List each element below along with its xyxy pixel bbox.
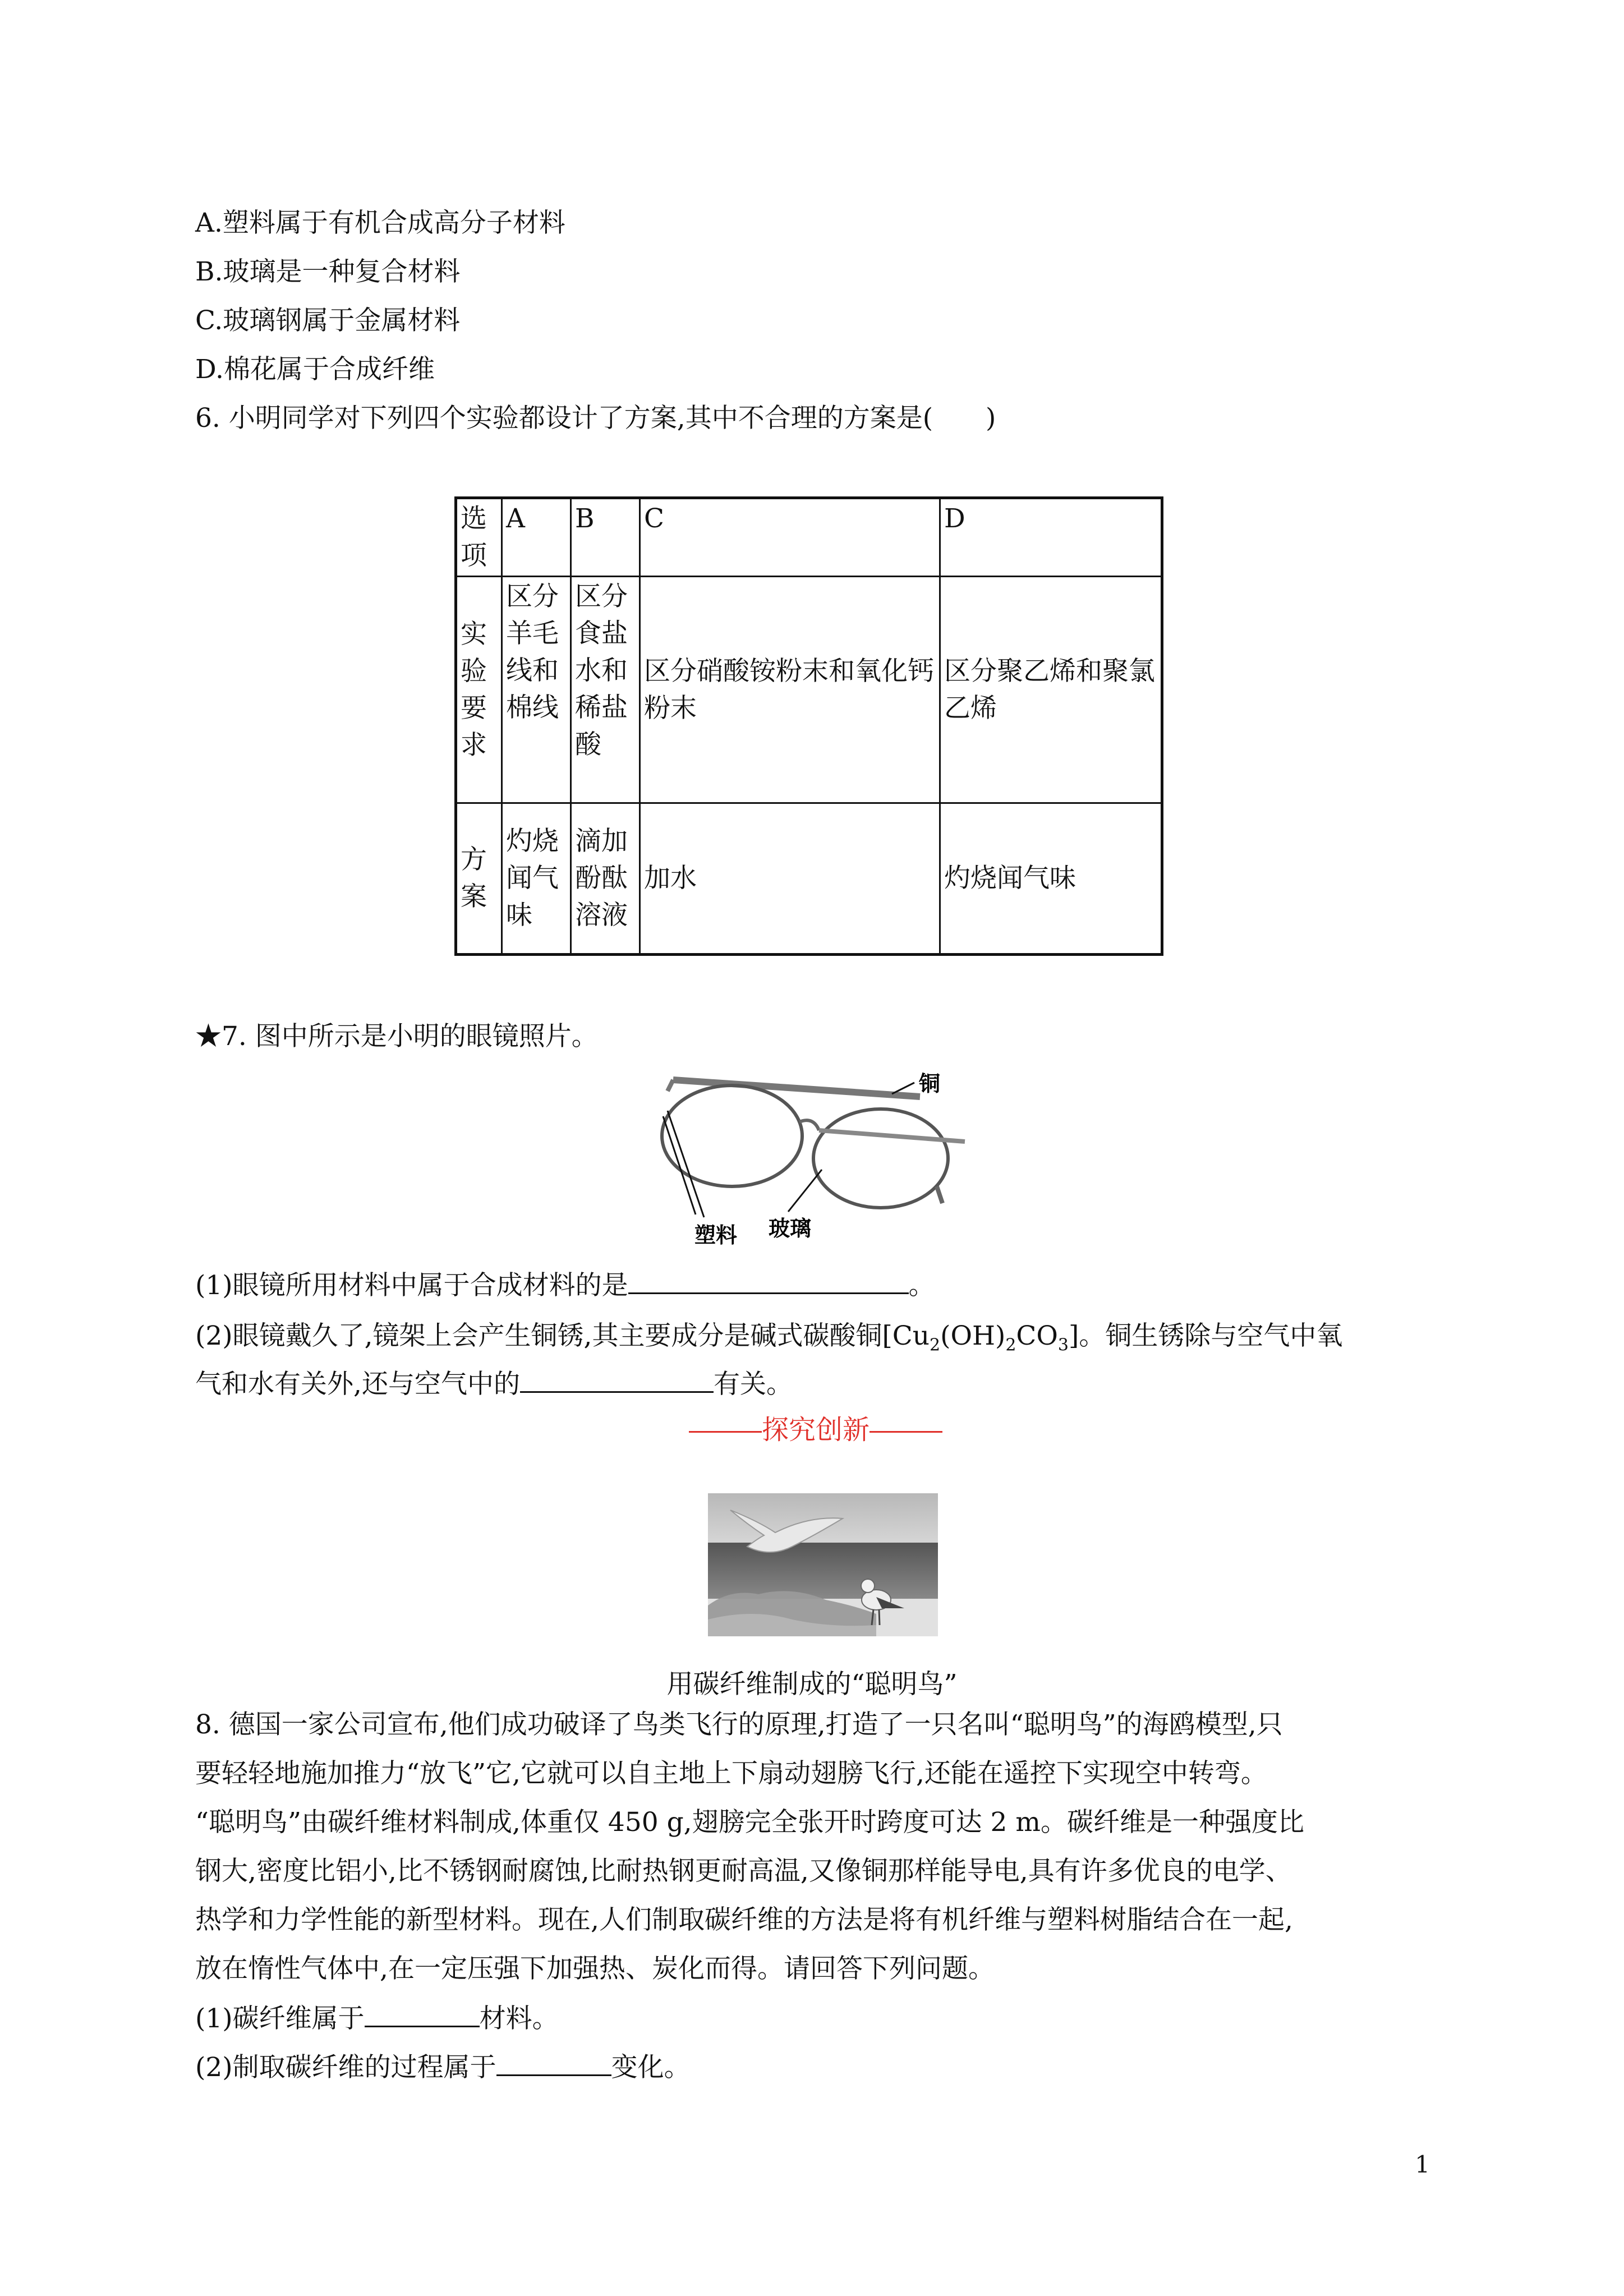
method-a: 灼烧闻气味 <box>502 803 571 955</box>
q7-stem: ★7. 图中所示是小明的眼镜照片。 <box>195 1021 598 1052</box>
q7-sub2-line2-text: 气和水有关外,还与空气中的 <box>195 1369 520 1400</box>
q7-sub2-text: (2)眼镜戴久了,镜架上会产生铜锈,其主要成分是碱式碳酸铜[Cu <box>195 1320 930 1351</box>
section-rule-left <box>689 1431 762 1433</box>
q8-sub2-text: (2)制取碳纤维的过程属于 <box>195 2052 496 2083</box>
method-b: 滴加酚酞溶液 <box>571 803 640 955</box>
method-d: 灼烧闻气味 <box>940 803 1162 955</box>
q7-formula-co: CO <box>1016 1320 1058 1351</box>
q8-sub1-text: (1)碳纤维属于 <box>195 2003 365 2034</box>
table-option-d: D <box>940 498 1162 577</box>
requirement-c: 区分硝酸铵粉末和氧化钙粉末 <box>640 577 940 803</box>
requirement-a: 区分羊毛线和棉线 <box>502 577 571 803</box>
q5-option-d: D.棉花属于合成纤维 <box>195 354 435 385</box>
method-c: 加水 <box>640 803 940 955</box>
q7-sub1-text: (1)眼镜所用材料中属于合成材料的是 <box>195 1270 628 1301</box>
q7-formula-oh: (OH) <box>940 1320 1006 1351</box>
q7-sub1-end: 。 <box>908 1270 935 1301</box>
q7-sub2-blank[interactable] <box>520 1366 714 1393</box>
q7-sub2-line2 <box>195 1366 793 1401</box>
q7-sub2-line2-end: 有关。 <box>713 1369 793 1400</box>
q5-option-c: C.玻璃钢属于金属材料 <box>195 305 461 336</box>
table-requirements-label: 实验要求 <box>456 577 502 803</box>
q5-option-b: B.玻璃是一种复合材料 <box>195 256 461 287</box>
q7-sub2-text-end: ]。铜生锈除与空气中氧 <box>1069 1320 1343 1351</box>
figure-caption: 用碳纤维制成的“聪明鸟” <box>666 1669 958 1700</box>
q6-stem: 6. 小明同学对下列四个实验都设计了方案,其中不合理的方案是( ) <box>195 403 996 434</box>
section-rule-right <box>869 1431 942 1433</box>
q6-options-table <box>454 496 1163 956</box>
table-option-c: C <box>640 498 940 577</box>
q7-sub1 <box>195 1268 935 1303</box>
q7-sub2-line1: (2)眼镜戴久了,镜架上会产生铜锈,其主要成分是碱式碳酸铜$[Cu_2(OH)_2CO_3]$。铜生锈除与空气中氧 <box>195 1320 1343 1355</box>
q8-para-line-3: “聪明鸟”由碳纤维材料制成,体重仅 450 g,翅膀完全张开时跨度可达 2 m。碳纤维是一种强度比 <box>195 1807 1304 1838</box>
label-glass: 玻璃 <box>769 1216 812 1241</box>
q8-sub1-end: 材料。 <box>479 2003 559 2034</box>
q7-sub1-blank[interactable] <box>628 1268 909 1294</box>
q8-sub2-end: 变化。 <box>611 2052 691 2083</box>
q8-para-line-4: 钢大,密度比铝小,比不锈钢耐腐蚀,比耐热钢更耐高温,又像铜那样能导电,具有许多优良的电学、 <box>195 1856 1292 1887</box>
table-option-a: A <box>502 498 571 577</box>
table-methods-label: 方案 <box>456 803 502 955</box>
section-title-text: 探究创新 <box>762 1414 870 1446</box>
glasses-figure <box>651 1069 976 1254</box>
q8-sub1-blank[interactable] <box>365 2001 480 2027</box>
q8-para-line-1: 8. 德国一家公司宣布,他们成功破译了鸟类飞行的原理,打造了一只名叫“聪明鸟”的海鸥模型,只 <box>195 1709 1283 1740</box>
section-title <box>689 1408 942 1447</box>
page-number: 1 <box>1415 2151 1430 2178</box>
q8-sub1 <box>195 2001 559 2036</box>
seagull-photo <box>708 1493 938 1636</box>
q8-sub2-blank[interactable] <box>496 2050 611 2076</box>
table-option-b: B <box>571 498 640 577</box>
q5-option-a: A.塑料属于有机合成高分子材料 <box>195 208 565 238</box>
label-plastic: 塑料 <box>694 1223 738 1248</box>
label-copper: 铜 <box>919 1071 941 1096</box>
requirement-d: 区分聚乙烯和聚氯乙烯 <box>940 577 1162 803</box>
q8-para-line-5: 热学和力学性能的新型材料。现在,人们制取碳纤维的方法是将有机纤维与塑料树脂结合在一起, <box>195 1904 1293 1935</box>
q8-para-line-2: 要轻轻地施加推力“放飞”它,它就可以自主地上下扇动翅膀飞行,还能在遥控下实现空中转弯。 <box>195 1758 1267 1789</box>
table-header-label: 选项 <box>456 498 502 577</box>
q8-sub2 <box>195 2050 691 2085</box>
q8-para-line-6: 放在惰性气体中,在一定压强下加强热、炭化而得。请回答下列问题。 <box>195 1953 995 1984</box>
requirement-b: 区分食盐水和稀盐酸 <box>571 577 640 803</box>
